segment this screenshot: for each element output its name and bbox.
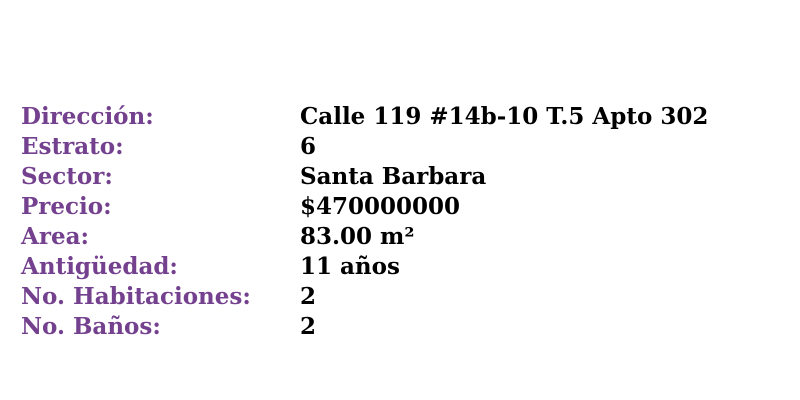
row-estrato	[21, 132, 781, 162]
label-antiguedad: Antigüedad:	[21, 253, 178, 280]
value-antiguedad: 11 años	[300, 253, 400, 280]
label-area: Area:	[21, 223, 89, 250]
property-details	[21, 102, 781, 342]
row-area	[21, 222, 781, 252]
value-estrato: 6	[300, 133, 317, 160]
label-habitaciones: No. Habitaciones:	[21, 283, 251, 310]
label-banos: No. Baños:	[21, 313, 161, 340]
row-banos	[21, 312, 781, 342]
value-precio: $470000000	[300, 193, 461, 220]
row-precio	[21, 192, 781, 222]
row-antiguedad	[21, 252, 781, 282]
row-direccion	[21, 102, 781, 132]
label-direccion: Dirección:	[21, 103, 154, 130]
value-banos: 2	[300, 313, 317, 340]
value-sector: Santa Barbara	[300, 163, 487, 190]
label-estrato: Estrato:	[21, 133, 124, 160]
row-habitaciones	[21, 282, 781, 312]
label-sector: Sector:	[21, 163, 113, 190]
value-habitaciones: 2	[300, 283, 317, 310]
row-sector	[21, 162, 781, 192]
value-area: 83.00 m²	[300, 223, 415, 250]
value-direccion: Calle 119 #14b-10 T.5 Apto 302	[300, 103, 709, 130]
label-precio: Precio:	[21, 193, 112, 220]
